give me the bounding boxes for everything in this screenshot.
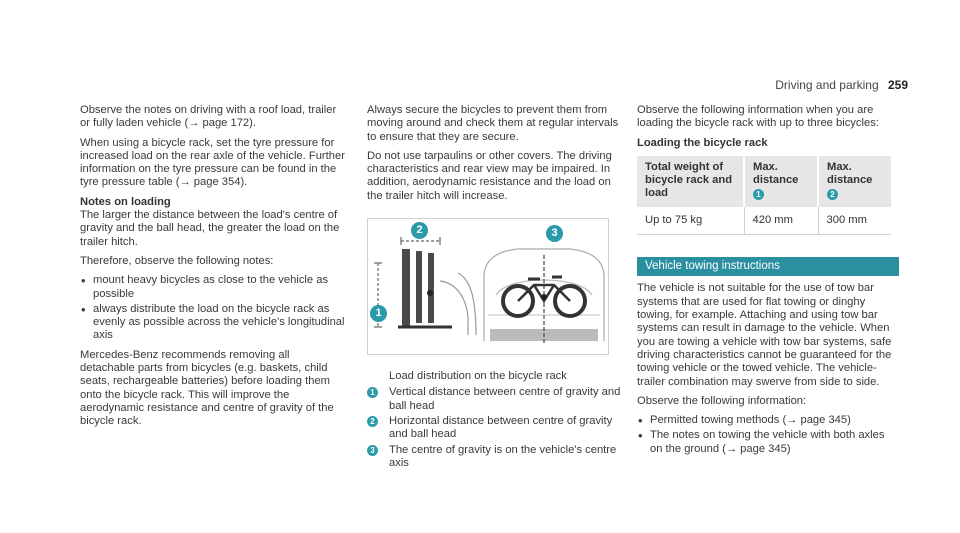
table-header-distance-2 [818, 156, 891, 207]
column-middle [367, 104, 623, 472]
notes-loading-text: The larger the distance between the load's centre of gravity and the ball head, the greater the load on the trailer hitch. [80, 209, 340, 248]
legend-text: Vertical distance between centre of gravity and ball head [389, 386, 621, 412]
no-covers-text: Do not use tarpaulins or other covers. The driving characteristics and rear view may be impaired. In addition, aerodynamic resistance and the load on the trailer hitch will increase. [367, 149, 612, 202]
towing-list [637, 414, 899, 456]
secure-bicycles-text: Always secure the bicycles to prevent them from moving around and check them at regular intervals to ensure that they are secure. [367, 104, 619, 143]
legend-item [367, 386, 623, 413]
header-label: Max. distance [827, 160, 873, 186]
loading-notes-list [80, 274, 345, 342]
loading-table [637, 156, 891, 235]
list-item: • always distribute the load on the bicycle rack as evenly as possible across the vehicle's longitudinal axis [80, 303, 345, 343]
column-right [637, 104, 899, 462]
legend-badge: 2 [367, 416, 378, 427]
legend-text: The centre of gravity is on the vehicle's centre axis [389, 443, 617, 469]
legend-badge: 1 [367, 387, 378, 398]
legend-text: Horizontal distance between centre of gravity and ball head [389, 414, 613, 441]
notes-loading-heading: Notes on loading [80, 195, 171, 208]
header-badge: 2 [827, 189, 838, 200]
figure-badge-3: 3 [546, 225, 563, 242]
figure-badge-2: 2 [411, 222, 428, 239]
header-badge: 1 [753, 189, 764, 200]
list-item: • mount heavy bicycles as close to the vehicle as possible [80, 274, 345, 301]
column-left [80, 104, 345, 435]
table-cell: 420 mm [744, 207, 818, 235]
header-label: Total weight of bicycle rack and load [645, 160, 733, 199]
observe-text: Observe the following information: [637, 394, 807, 407]
tyre-pressure-note: When using a bicycle rack, set the tyre pressure for increased load on the rear axle of the vehicle. Further information on the tyre pressure can be found in the tyre pressure table (→ page 354). [80, 136, 345, 189]
figure-badge-1: 1 [370, 305, 387, 322]
list-item: • The notes on towing the vehicle with both axles on the ground (→ page 345) [637, 429, 899, 456]
header-label: Max. distance [753, 160, 799, 186]
loading-intro-text: Observe the following information when you are loading the bicycle rack with up to three bicycles: [637, 104, 879, 130]
bicycle-rack-illustration [368, 219, 608, 354]
legend-item [367, 415, 623, 442]
table-cell: Up to 75 kg [637, 207, 744, 235]
page-number: 259 [887, 78, 908, 92]
center-of-gravity-marker [427, 290, 433, 296]
legend-badge: 3 [367, 445, 378, 456]
table-row [637, 207, 891, 235]
table-cell: 300 mm [818, 207, 891, 235]
figure-caption: Load distribution on the bicycle rack [389, 370, 567, 383]
page-header [775, 78, 908, 92]
header-section-title: Driving and parking [775, 78, 879, 92]
load-distribution-figure [367, 218, 609, 355]
list-item: • Permitted towing methods (→ page 345) [637, 414, 899, 427]
roof-load-note: Observe the notes on driving with a roof load, trailer or fully laden vehicle (→ page 172). [80, 104, 337, 130]
towing-info-text: The vehicle is not suitable for the use of tow bar systems that are used for flat towing or dinghy towing, for example. Attaching and using tow bar systems can result in damage to the vehicle. When you are towing a vehicle with tow bar systems, safe driving characteristics cannot be guaranteed for the towing vehicle or the towed vehicle. The vehicle-trailer combination may swerve from side to side. [637, 282, 892, 388]
table-header-distance-1 [744, 156, 818, 207]
section-title-bar: Vehicle towing instructions [637, 257, 899, 276]
table-heading: Loading the bicycle rack [637, 136, 768, 149]
detachable-parts-note: Mercedes-Benz recommends removing all detachable parts from bicycles (e.g. baskets, child seats, rechargeable batteries) before loading them onto the bicycle rack. This will improve the aerodynamic resistance and centre of gravity of the bicycle rack. [80, 348, 334, 428]
table-header-weight [637, 156, 744, 207]
therefore-text: Therefore, observe the following notes: [80, 254, 274, 267]
legend-item [367, 444, 623, 471]
